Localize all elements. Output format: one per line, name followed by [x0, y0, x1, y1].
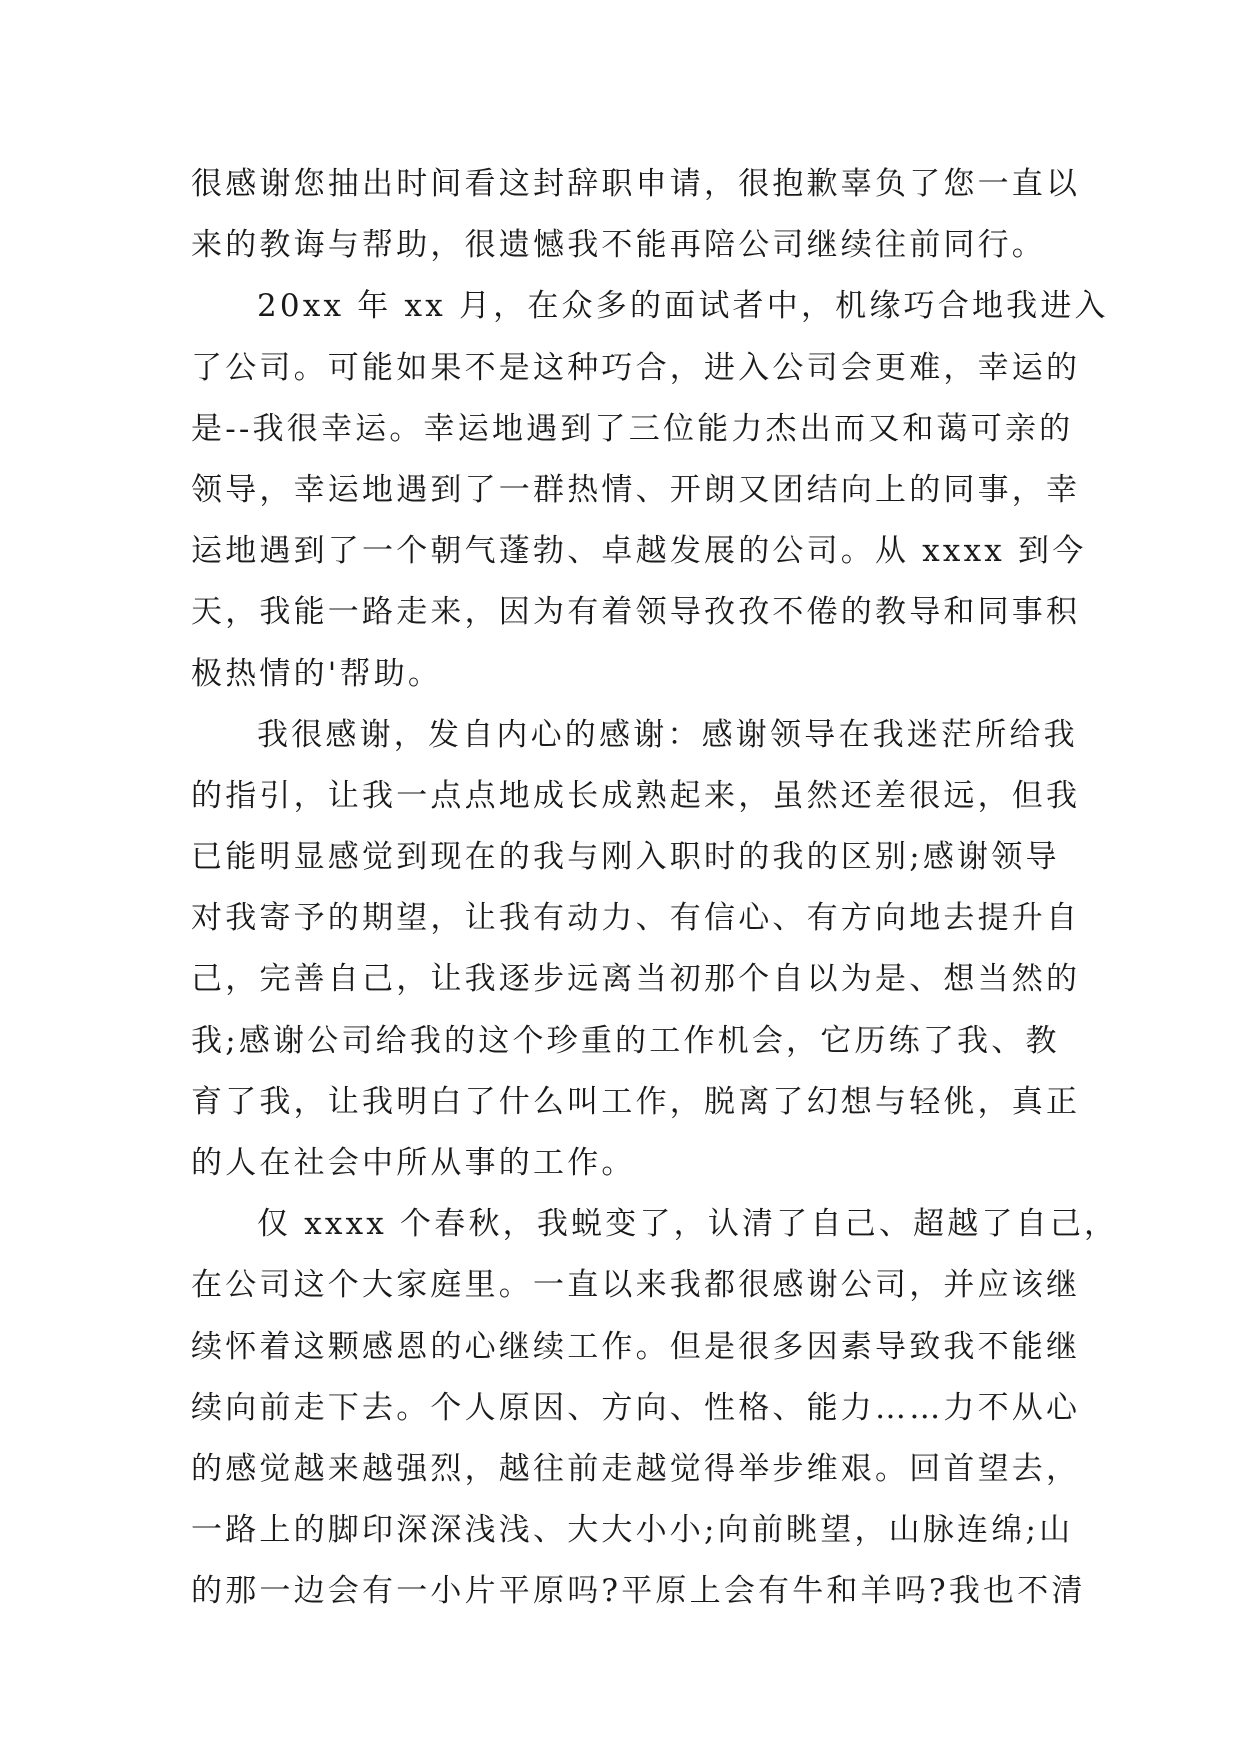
paragraph	[191, 276, 1109, 704]
text-line: 我很感谢，发自内心的感谢：感谢领导在我迷茫所给我	[257, 716, 1078, 753]
text-line: 仅 xxxx 个春秋，我蜕变了，认清了自己、超越了自己，	[257, 1206, 1119, 1243]
text-line: 我;感谢公司给我的这个珍重的工作机会，它历练了我、教	[191, 1022, 1060, 1059]
text-line: 续怀着这颗感恩的心继续工作。但是很多因素导致我不能继	[191, 1328, 1081, 1365]
text-line: 的感觉越来越强烈，越往前走越觉得举步维艰。回首望去，	[191, 1450, 1081, 1487]
text-line: 的指引，让我一点点地成长成熟起来，虽然还差很远，但我	[191, 777, 1081, 814]
text-line: 领导，幸运地遇到了一群热情、开朗又团结向上的同事，幸	[191, 471, 1081, 508]
text-line: 在公司这个大家庭里。一直以来我都很感谢公司，并应该继	[191, 1267, 1081, 1304]
text-line: 天，我能一路走来，因为有着领导孜孜不倦的教导和同事积	[191, 594, 1081, 631]
text-line: 20xx 年 xx 月，在众多的面试者中，机缘巧合地我进入	[257, 288, 1109, 325]
paragraph	[191, 1194, 1119, 1622]
text-line: 极热情的'帮助。	[191, 655, 443, 692]
text-line: 对我寄予的期望，让我有动力、有信心、有方向地去提升自	[191, 900, 1081, 937]
text-line: 是--我很幸运。幸运地遇到了三位能力杰出而又和蔼可亲的	[191, 410, 1074, 447]
paragraph	[191, 705, 1081, 1195]
text-line: 一路上的脚印深深浅浅、大大小小;向前眺望，山脉连绵;山	[191, 1512, 1074, 1549]
text-line: 了公司。可能如果不是这种巧合，进入公司会更难，幸运的	[191, 349, 1081, 386]
text-line: 很感谢您抽出时间看这封辞职申请，很抱歉辜负了您一直以	[191, 166, 1081, 202]
text-line: 运地遇到了一个朝气蓬勃、卓越发展的公司。从 xxxx 到今	[191, 533, 1087, 570]
text-line: 来的教诲与帮助，很遗憾我不能再陪公司继续往前同行。	[191, 227, 1046, 264]
text-line: 已能明显感觉到现在的我与刚入职时的我的区别;感谢领导	[191, 839, 1060, 876]
text-line: 己，完善自己，让我逐步远离当初那个自以为是、想当然的	[191, 961, 1081, 998]
text-line: 续向前走下去。个人原因、方向、性格、能力……力不从心	[191, 1389, 1081, 1426]
paragraph	[191, 154, 1081, 276]
text-line: 的人在社会中所从事的工作。	[191, 1145, 636, 1181]
text-line: 的那一边会有一小片平原吗?平原上会有牛和羊吗?我也不清	[191, 1573, 1086, 1610]
text-line: 育了我，让我明白了什么叫工作，脱离了幻想与轻佻，真正	[191, 1083, 1081, 1120]
document-body	[191, 154, 1119, 1623]
